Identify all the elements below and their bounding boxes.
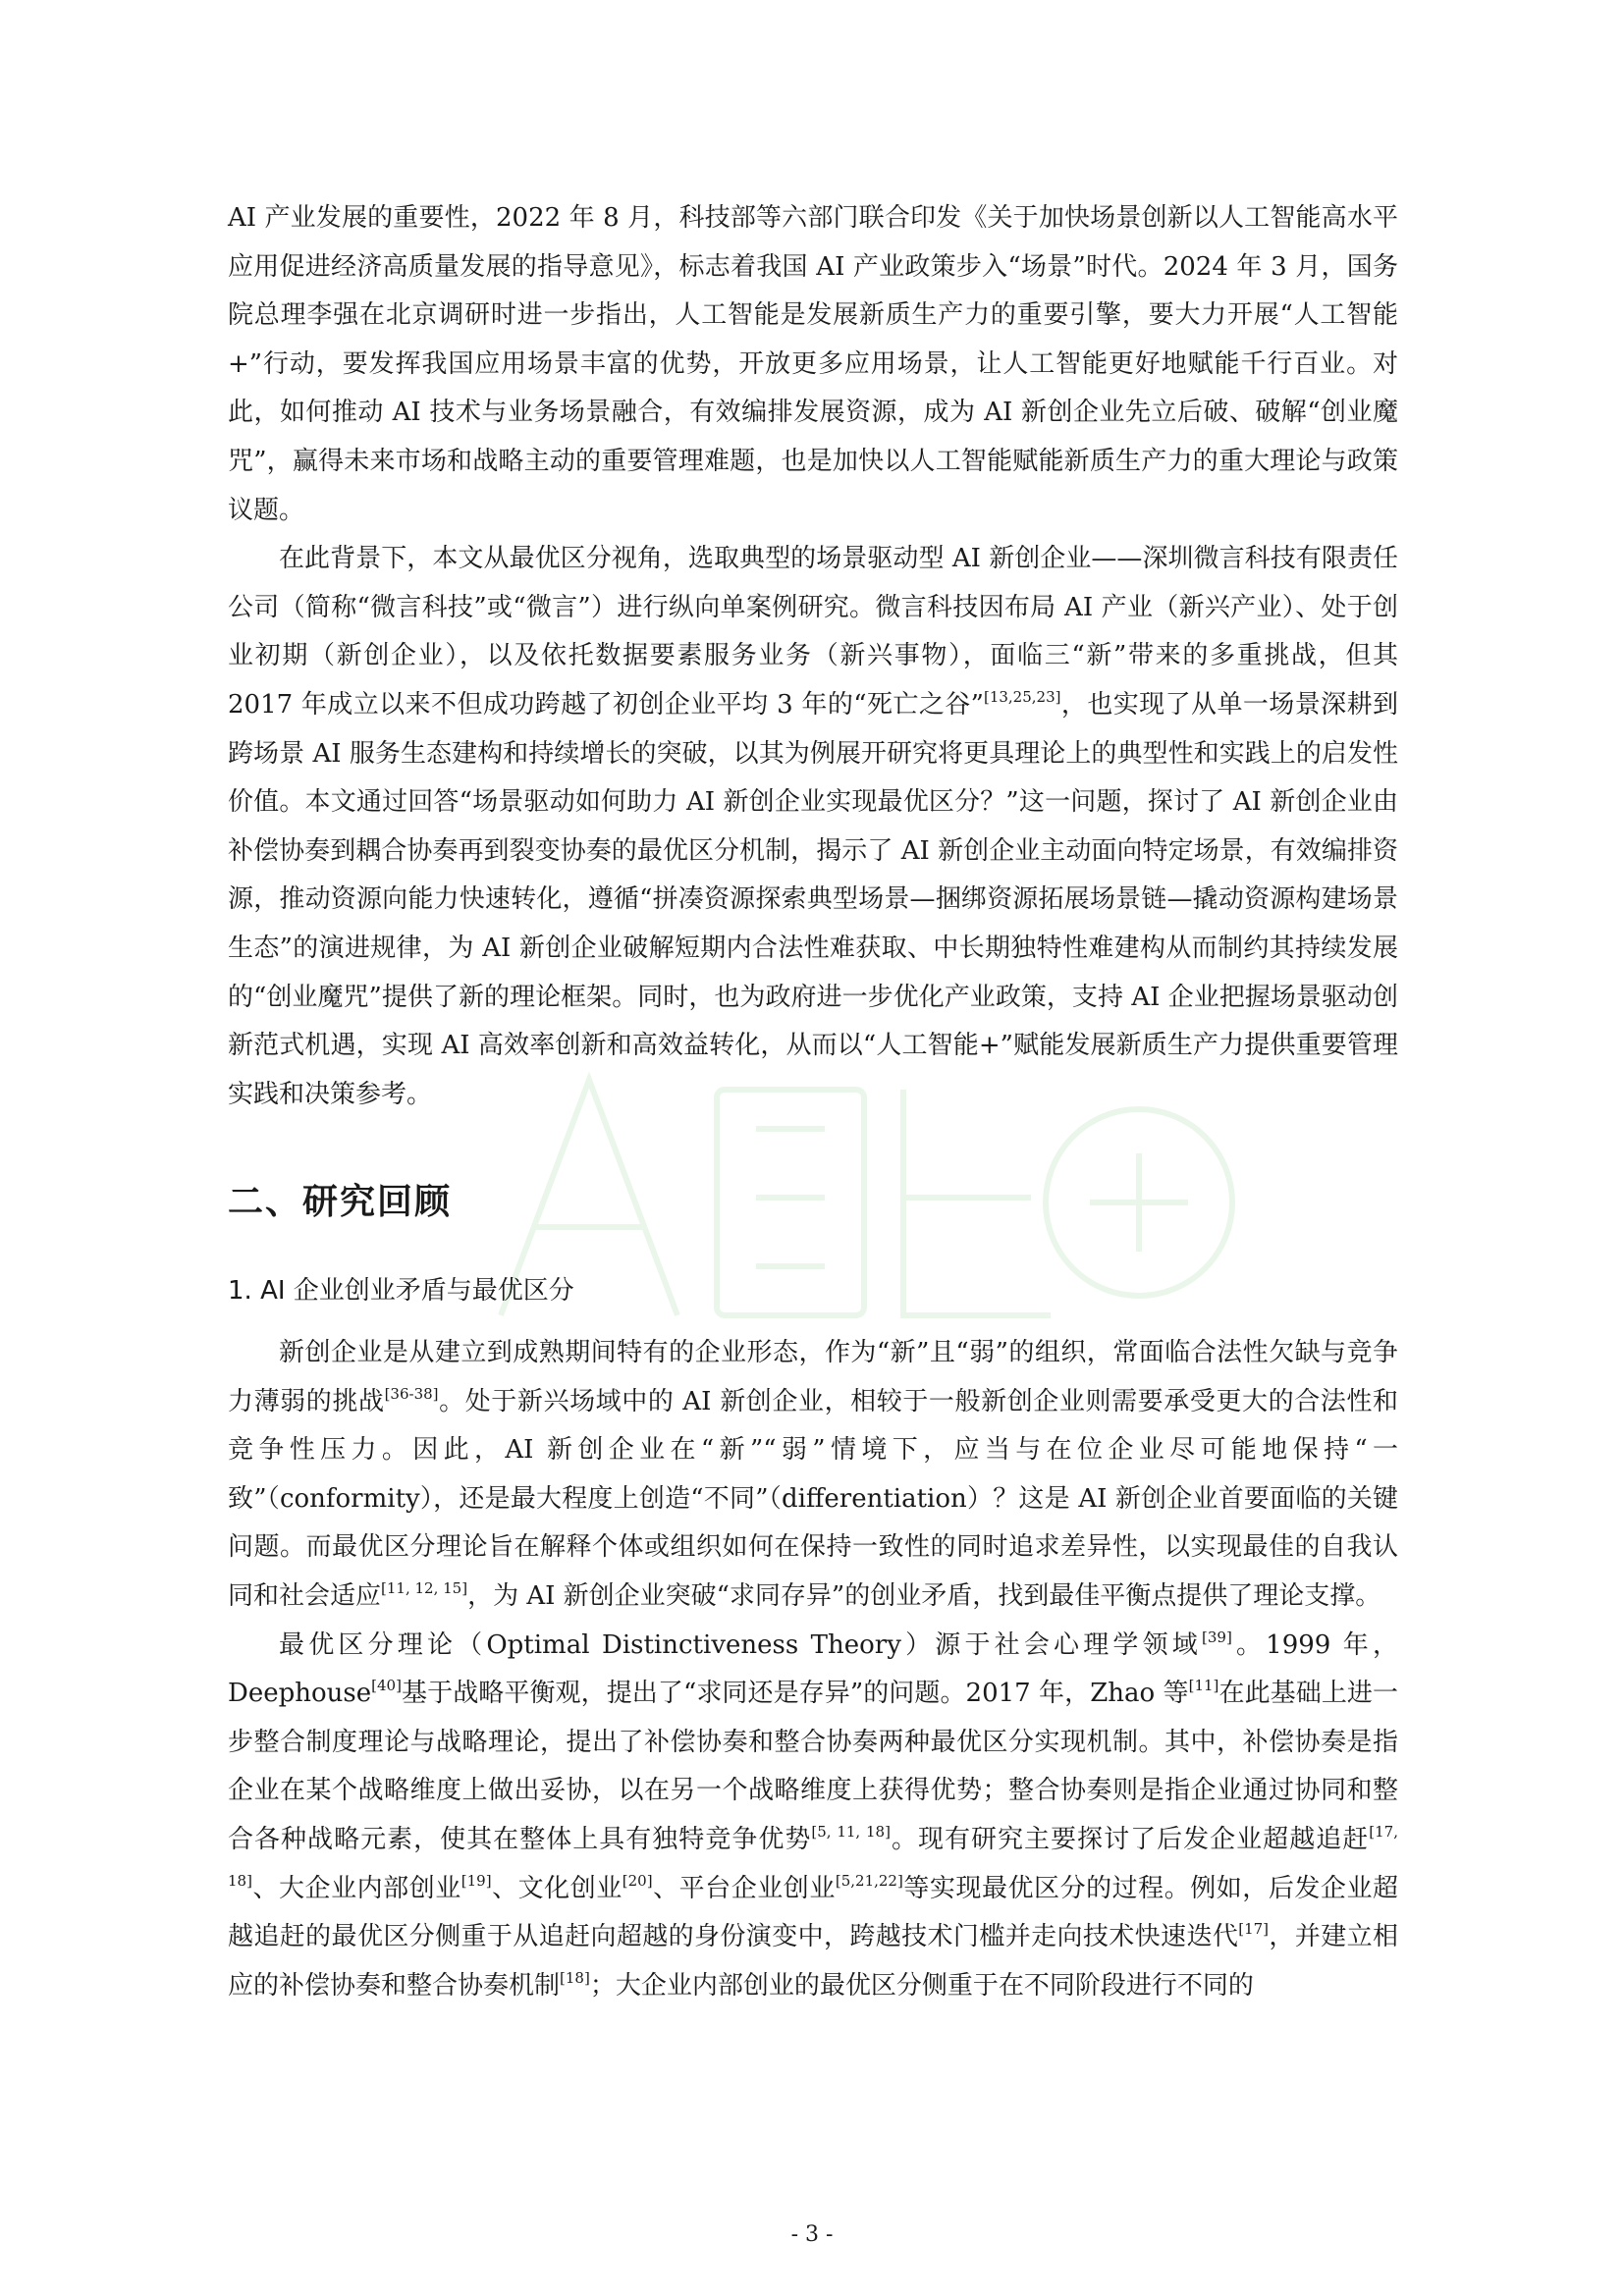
paragraph-text: AI 产业发展的重要性，2022 年 8 月，科技部等六部门联合印发《关于加快场景创新以人工智能高水平应用促进经济高质量发展的指导意见》，标志着我国 AI 产业政策步入“场景”时代。2024 年 3 月，国务院总理李强在北京调研时进一步指出，人工智能是发展新质生产力的重要引擎，要大力开展“人工智能+”行动，要发挥我国应用场景丰富的优势，开放更多应用场景，让人工智能更好地赋能千行百业。对此，如何推动 AI 技术与业务场景融合，有效编排发展资源，成为 AI 新创企业先立后破、破解“创业魔咒”，赢得未来市场和战略主动的重要管理难题，也是加快以人工智能赋能新质生产力的重大理论与政策议题。 (228, 203, 1398, 525)
paragraph-text: 、平台企业创业 (652, 1873, 836, 1903)
paragraph-text: 。1999 年，Deephouse (228, 1629, 1398, 1709)
paragraph-text: 新创企业是从建立到成熟期间特有的企业形态，作为“新”且“弱”的组织，常面临合法性欠缺与竞争力薄弱的挑战 (228, 1338, 1398, 1416)
citation-ref: [40] (371, 1676, 402, 1694)
citation-ref: [13,25,23] (983, 687, 1061, 706)
paragraph-odt-theory (228, 1622, 1398, 2011)
citation-ref: [19] (460, 1871, 492, 1890)
paragraph-text: 在此背景下，本文从最优区分视角，选取典型的场景驱动型 AI 新创企业——深圳微言科技有限责任公司（简称“微言科技”或“微言”）进行纵向单案例研究。微言科技因布局 AI 产业（新兴产业）、处于创业初期（新创企业），以及依托数据要素服务业务（新兴事物），面临三“新”带来的多重挑战，但其 2017 年成立以来不但成功跨越了初创企业平均 3 年的“死亡之谷” (228, 544, 1398, 720)
section-heading: 二、研究回顾 (228, 1182, 453, 1222)
citation-ref: [18] (560, 1968, 590, 1987)
citation-ref: [11, 12, 15] (381, 1578, 468, 1597)
paragraph-text: 、大企业内部创业 (251, 1873, 461, 1903)
paragraph-text: ；大企业内部创业的最优区分侧重于在不同阶段进行不同的 (589, 1970, 1254, 2001)
paragraph-text: 。处于新兴场域中的 AI 新创企业，相较于一般新创企业则需要承受更大的合法性和竞争性压力。因此，AI 新创企业在“新”“弱”情境下，应当与在位企业尽可能地保持“一致”（conformity），还是最大程度上创造“不同”（differentiation）？这是 AI 新创企业首要面临的关键问题。而最优区分理论旨在解释个体或组织如何在保持一致性的同时追求差异性，以实现最佳的自我认同和社会适应 (228, 1386, 1398, 1611)
citation-ref: [17, 18] (228, 1822, 1398, 1890)
citation-ref: [36-38] (384, 1384, 439, 1403)
citation-ref: [11] (1188, 1676, 1219, 1694)
paragraph-text: ，也实现了从单一场景深耕到跨场景 AI 服务生态建构和持续增长的突破，以其为例展开研究将更具理论上的典型性和实践上的启发性价值。本文通过回答“场景驱动如何助力 AI 新创企业实现最优区分？”这一问题，探讨了 AI 新创企业由补偿协奏到耦合协奏再到裂变协奏的最优区分机制，揭示了 AI 新创企业主动面向特定场景，有效编排资源，推动资源向能力快速转化，遵循“拼凑资源探索典型场景—捆绑资源拓展场景链—撬动资源构建场景生态”的演进规律，为 AI 新创企业破解短期内合法性难获取、中长期独特性难建构从而制约其持续发展的“创业魔咒”提供了新的理论框架。同时，也为政府进一步优化产业政策，支持 AI 企业把握场景驱动创新范式机遇，实现 AI 高效率创新和高效益转化，从而以“人工智能+”赋能发展新质生产力提供重要管理实践和决策参考。 (228, 689, 1398, 1109)
subsection-heading: 1. AI 企业创业矛盾与最优区分 (228, 1276, 574, 1306)
body-text-review (228, 1329, 1398, 2010)
paragraph-new-ventures (228, 1329, 1398, 1622)
paragraph-text: ，为 AI 新创企业突破“求同存异”的创业矛盾，找到最佳平衡点提供了理论支撑。 (467, 1580, 1381, 1611)
paragraph-text: 最优区分理论（Optimal Distinctiveness Theory）源于社会心理学领域 (279, 1629, 1202, 1660)
citation-ref: [20] (622, 1871, 653, 1890)
citation-ref: [5, 11, 18] (811, 1822, 891, 1841)
paragraph-text: 。现有研究主要探讨了后发企业超越追赶 (890, 1824, 1370, 1854)
citation-ref: [17] (1238, 1919, 1270, 1938)
paragraph-text: 基于战略平衡观，提出了“求同还是存异”的问题。2017 年，Zhao 等 (401, 1679, 1189, 1709)
page-number: - 3 - (790, 2222, 834, 2247)
citation-ref: [39] (1202, 1628, 1232, 1646)
citation-ref: [5,21,22] (835, 1871, 903, 1890)
paragraph-text: 、文化创业 (491, 1873, 623, 1903)
paragraph-text: ，并建立相应的补偿协奏和整合协奏机制 (228, 1922, 1398, 2001)
paragraph-text: 等实现最优区分的过程。例如，后发企业超越追赶的最优区分侧重于从追赶向超越的身份演变中，跨越技术门槛并走向技术快速迭代 (228, 1873, 1398, 1952)
paragraph-text: 在此基础上进一步整合制度理论与战略理论，提出了补偿协奏和整合协奏两种最优区分实现机制。其中，补偿协奏是指企业在某个战略维度上做出妥协，以在另一个战略维度上获得优势；整合协奏则是指企业通过协同和整合各种战略元素，使其在整体上具有独特竞争优势 (228, 1679, 1398, 1854)
paragraph-case-selection (228, 535, 1398, 1119)
body-text-intro (228, 194, 1398, 1119)
paragraph-continued (228, 194, 1398, 535)
